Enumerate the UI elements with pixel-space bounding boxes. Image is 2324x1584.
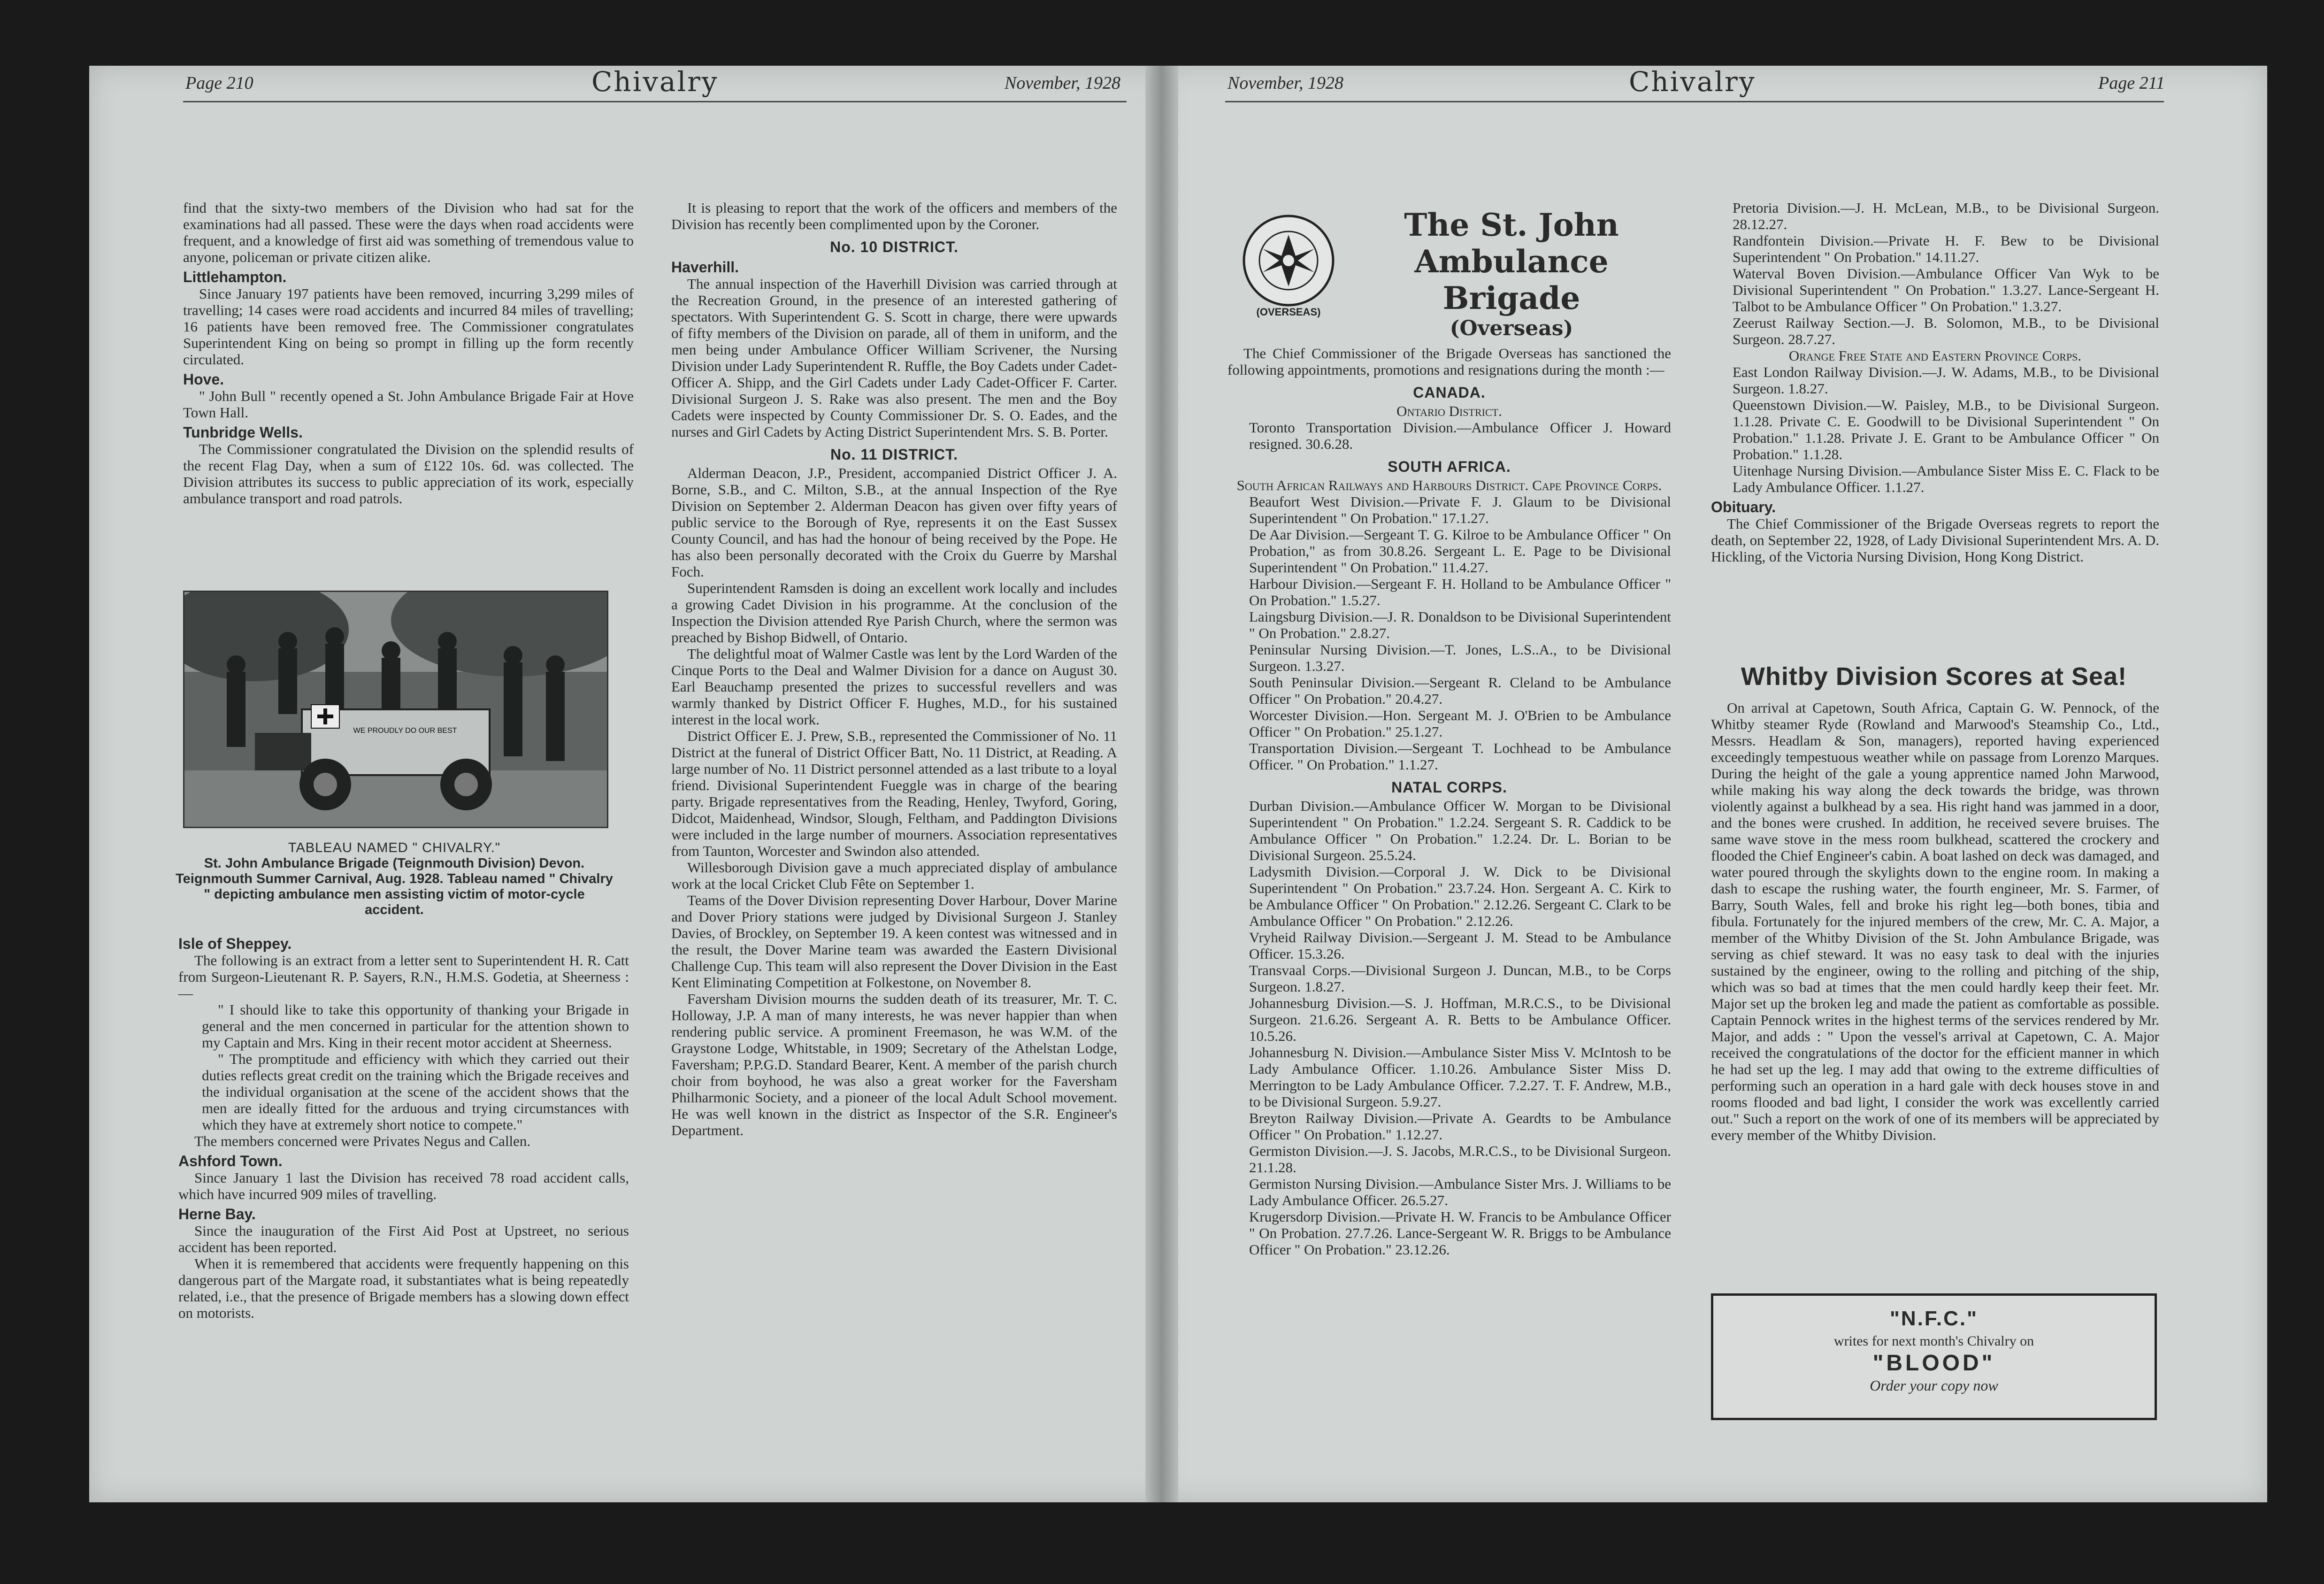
heading-haverhill: Haverhill. bbox=[671, 259, 739, 276]
paragraph-haverhill: The annual inspection of the Haverhill Division was carried through at the Recreation Ground, in the presence of an interested gathering of spectators. With Superintendent G. S. Scott in charge, there were upwards of fifty members of the Division on parade, all of them in uniform, and the men being under Ambulance Officer William Scrivener, the Nursing Division under Lady Superintendent R. Ruffle, the Boy Cadets under Cadet-Officer A. Shipp, and the Girl Cadets under Lady Cadet-Officer F. Carter. Divisional Surgeon J. S. Rake was also present. The men and the Boy Cadets were inspected by County Commissioner Dr. S. O. Eades, and the nurses and Girl Cadets by Acting District Superintendent Mrs. S. B. Porter. bbox=[671, 276, 1117, 440]
paragraph-obituary: The Chief Commissioner of the Brigade Overseas regrets to report the death, on September 22, 1928, of Lady Divisional Superintendent Mrs. A. D. Hickling, of the Victoria Nursing Division, Hong Kong District. bbox=[1711, 515, 2159, 565]
title-overseas: (Overseas) bbox=[1450, 316, 1573, 340]
entry-pretoria: Pretoria Division.—J. H. McLean, M.B., to be Divisional Surgeon. 28.12.27. bbox=[1733, 200, 2159, 232]
paragraph-sheppey-2: " I should like to take this opportunity of thanking your Brigade in general and the men concerned in particular for the attention shown to my Captain and Mrs. King in their recent motor accident at Sheerness. bbox=[202, 1001, 629, 1051]
subheading-sa-railways: South African Railways and Harbours District. Cape Province Corps. bbox=[1236, 477, 1662, 493]
entry-vryheid: Vryheid Railway Division.—Sergeant J. M. Stead to be Ambulance Officer. 15.3.26. bbox=[1249, 929, 1671, 962]
paragraph-hove: " John Bull " recently opened a St. John Ambulance Brigade Fair at Hove Town Hall. bbox=[183, 388, 634, 421]
page-number-right: Page 211 bbox=[2098, 73, 2165, 93]
issue-date-right: November, 1928 bbox=[1227, 73, 1343, 93]
paragraph-no11-6: Teams of the Dover Division representing Dover Harbour, Dover Marine and Dover Priory stations were judged by Divisional Surgeon J. Stanley Davies, of Brockley, on September 19. A keen contest was witnessed and in the result, the Dover Marine team was awarded the Eastern Divisional Challenge Cup. This team will also represent the Dover Division in the East Kent Eliminating Competition at Folkestone, on November 8. bbox=[671, 892, 1117, 991]
entry-durban: Durban Division.—Ambulance Officer W. Morgan to be Divisional Superintendent " On Probation." 1.2.24. Sergeant S. R. Caddick to be Ambulance Officer " On Probation." 1.2.24. Dr. L. Borian to be Divisional Surgeon. 25.5.24. bbox=[1249, 798, 1671, 863]
entry-east-london: East London Railway Division.—J. W. Adams, M.B., to be Divisional Surgeon. 1.8.27. bbox=[1733, 364, 2159, 397]
nfc-order-note: Order your copy now bbox=[1870, 1377, 1998, 1394]
entry-germiston: Germiston Division.—J. S. Jacobs, M.R.C.S., to be Divisional Surgeon. 21.1.28. bbox=[1249, 1143, 1671, 1176]
photo-banner-text: WE PROUDLY DO OUR BEST bbox=[353, 727, 457, 735]
entry-transvaal: Transvaal Corps.—Divisional Surgeon J. Duncan, M.B., to be Corps Surgeon. 1.8.27. bbox=[1249, 962, 1671, 995]
paragraph-herne-2: When it is remembered that accidents were frequently happening on this dangerous part of the Margate road, it substantiates what is being repeatedly related, i.e., that the presence of Brigade members has a slowing down effect on motorists. bbox=[178, 1255, 629, 1321]
header-rule-right bbox=[1225, 101, 2164, 102]
entry-transportation: Transportation Division.—Sergeant T. Lochhead to be Ambulance Officer. " On Probation." 1.1.27. bbox=[1249, 740, 1671, 773]
header-rule-left bbox=[183, 101, 1127, 102]
heading-natal-corps: NATAL CORPS. bbox=[1391, 779, 1507, 796]
heading-no11-district: No. 11 DISTRICT. bbox=[830, 446, 959, 463]
nfc-line: writes for next month's Chivalry on bbox=[1833, 1333, 2034, 1349]
masthead-right: Chivalry bbox=[1629, 66, 1756, 98]
subheading-orange-free-state: Orange Free State and Eastern Province Corps. bbox=[1788, 347, 2082, 364]
caption-body: St. John Ambulance Brigade (Teignmouth Division) Devon. Teignmouth Summer Carnival, Aug. 1928. Tableau named " Chivalry " depicting ambulance men assisting victim of motor-cycle accident. bbox=[176, 856, 613, 917]
subheading-ontario: Ontario District. bbox=[1396, 403, 1502, 419]
entry-beaufort-west: Beaufort West Division.—Private F. J. Glaum to be Divisional Superintendent " On Probation." 17.1.27. bbox=[1249, 493, 1671, 526]
paragraph-littlehampton: Since January 197 patients have been removed, incurring 3,299 miles of travelling; 14 cases were road accidents and incurred 84 miles of travelling; 16 patients have been removed free. The Commissioner congratulates Superintendent King on being so prompt in filling up the form recently circulated. bbox=[183, 285, 634, 368]
whitby-headline: Whitby Division Scores at Sea! bbox=[1741, 662, 2127, 691]
entry-waterval-boven: Waterval Boven Division.—Ambulance Officer Van Wyk to be Divisional Superintendent " On Probation." 1.3.27. Lance-Sergeant H. Talbot to be Ambulance Officer " On Probation." 1.3.27. bbox=[1733, 265, 2159, 315]
heading-ashford: Ashford Town. bbox=[178, 1153, 283, 1169]
caption-title: TABLEAU NAMED " CHIVALRY." bbox=[288, 840, 501, 855]
paragraph-sheppey-4: The members concerned were Privates Negus and Callen. bbox=[194, 1133, 531, 1149]
title-ambulance-brigade: Ambulance Brigade bbox=[1414, 243, 1609, 316]
entry-uitenhage: Uitenhage Nursing Division.—Ambulance Sister Miss E. C. Flack to be Lady Ambulance Officer. 1.1.27. bbox=[1733, 462, 2159, 495]
tableau-photo-image bbox=[184, 592, 607, 827]
entry-harbour: Harbour Division.—Sergeant F. H. Holland to be Ambulance Officer " On Probation." 1.5.27. bbox=[1249, 576, 1671, 608]
article-intro: find that the sixty-two members of the Division who had sat for the examinations had all passed. These were the days when road accidents were frequent, and a knowledge of first aid was something of tremendous value to anyone, policeman or private citizen alike. bbox=[183, 200, 634, 265]
nfc-topic: "BLOOD" bbox=[1872, 1351, 1995, 1376]
nfc-advert-box bbox=[1711, 1293, 2157, 1420]
paragraph-sheppey-1: The following is an extract from a letter sent to Superintendent H. R. Catt from Surgeon-Lieutenant R. P. Sayers, R.N., H.M.S. Godetia, at Sheerness :— bbox=[178, 952, 629, 1001]
paragraph-no11-3: The delightful moat of Walmer Castle was lent by the Lord Warden of the Cinque Ports to the Deal and Walmer Division for a dance on August 30. Earl Beauchamp presented the prizes to successful revellers and was warmly thanked by District Officer F. Hughes, M.D., for his sustained interest in the local work. bbox=[671, 646, 1117, 728]
paragraph-whitby: On arrival at Capetown, South Africa, Captain G. W. Pennock, of the Whitby steamer Ryde (Rowland and Marwood's Steamship Co., Ltd., Messrs. Headlam & Son, managers), reported having experienced exceedingly tempestuous weather while on passage from Lorenzo Marques. During the height of the gale a young apprentice named John Marwood, while making his way along the deck towards the bridge, was thrown violently against a bulkhead by a sea. His right hand was jammed in a door, and the bones were crushed. In addition, he received severe bruises. The same wave stove in the mess room bulkhead, scattered the crockery and flooded the Chief Engineer's cabin. A boat lashed on deck was damaged, and water poured through the skylights down to the engine room. In making a dash to escape the rushing water, the fourth engineer, Mr. S. Farmer, of Barry, South Wales, fell and broke his right leg—both bones, tibia and fibula. Fortunately for the injured members of the crew, Mr. C. A. Major, a member of the Whitby Division of the St. John Ambulance Brigade, was serving as chief steward. It was no easy task to deal with the injuries sustained by the engineer, owing to the rolling and pitching of the ship, which was so bad at times that the men could hardly keep their feet. Mr. Major set up the broken leg and made the patient as comfortable as possible. Captain Pennock writes in the highest terms of the services rendered by Mr. Major, and adds : " Upon the vessel's arrival at Capetown, C. A. Major received the congratulations of the doctor for the efficient manner in which he had set up the leg. I may add that owing to the extreme difficulties of performing such an operation in a hard gale with deck houses stove in and rooms flooded and bad light, I consider the work was excellently carried out." Such a report on the work of one of its members will be appreciated by every member of the Whitby Division. bbox=[1711, 700, 2159, 1143]
entry-breyton: Breyton Railway Division.—Private A. Geardts to be Ambulance Officer " On Probation." 1.12.27. bbox=[1249, 1110, 1671, 1143]
entry-zeerust: Zeerust Railway Section.—J. B. Solomon, M.B., to be Divisional Surgeon. 28.7.27. bbox=[1733, 315, 2159, 347]
heading-canada: CANADA. bbox=[1413, 384, 1486, 401]
heading-herne-bay: Herne Bay. bbox=[178, 1206, 256, 1223]
entry-south-peninsular: South Peninsular Division.—Sergeant R. Cleland to be Ambulance Officer " On Probation." 20.4.27. bbox=[1249, 674, 1671, 707]
entry-ladysmith: Ladysmith Division.—Corporal J. W. Dick to be Divisional Superintendent " On Probation." 23.7.24. Hon. Sergeant A. C. Kirk to be Ambulance Officer " On Probation." 2.12.26. Sergeant C. Clark to be Ambulance Officer " On Probation." 2.12.26. bbox=[1249, 863, 1671, 929]
left-column-1 bbox=[183, 200, 634, 507]
heading-obituary: Obituary. bbox=[1711, 499, 1776, 515]
heading-hove: Hove. bbox=[183, 371, 224, 388]
entry-germiston-nursing: Germiston Nursing Division.—Ambulance Sister Mrs. J. Williams to be Lady Ambulance Officer. 26.5.27. bbox=[1249, 1176, 1671, 1208]
right-column-1 bbox=[1227, 345, 1671, 1258]
heading-sheppey: Isle of Sheppey. bbox=[178, 935, 292, 952]
nfc-title: "N.F.C." bbox=[1890, 1307, 1978, 1330]
entry-peninsular-nursing: Peninsular Nursing Division.—T. Jones, L.S..A., to be Divisional Surgeon. 1.3.27. bbox=[1249, 641, 1671, 674]
paragraph-no11-4: District Officer E. J. Prew, S.B., represented the Commissioner of No. 11 District at the funeral of District Officer Batt, No. 11 District, at Reading. A large number of No. 11 District personnel attended as a last tribute to a loyal friend. Divisional Superintendent Fueggle was in charge of the bearing party. Brigade representatives from the Reading, Henley, Twyford, Goring, Didcot, Maidenhead, Windsor, Slough, Feltham, and Paddington Divisions were included in the large number of mourners. Association representatives from Taunton, Worcester and Swindon also attended. bbox=[671, 728, 1117, 859]
paragraph-no11-2: Superintendent Ramsden is doing an excellent work locally and includes a growing Cadet Division in his programme. At the conclusion of the Inspection the Division attended Rye Parish Church, where the sermon was preached by Bishop Bidwell, of Ontario. bbox=[671, 580, 1117, 646]
right-column-2 bbox=[1711, 200, 2159, 565]
paragraph-no11-1: Alderman Deacon, J.P., President, accompanied District Officer J. A. Borne, S.B., and C. Milton, S.B., at the annual Inspection of the Rye Division on September 2. Alderman Deacon has given over fifty years of public service to the Borough of Rye, represents it on the East Sussex County Council, and has had the honour of being received by the Pope. He has also been personally decorated with the Croix du Guerre by Marshal Foch. bbox=[671, 465, 1117, 580]
tableau-photo bbox=[183, 591, 608, 828]
entry-toronto: Toronto Transportation Division.—Ambulance Officer J. Howard resigned. 30.6.28. bbox=[1249, 419, 1671, 452]
entry-krugersdorp: Krugersdorp Division.—Private H. W. Francis to be Ambulance Officer " On Probation. 27.7.26. Lance-Sergeant W. R. Briggs to be Ambulance Officer " On Probation." 23.12.26. bbox=[1249, 1208, 1671, 1258]
masthead-left: Chivalry bbox=[591, 66, 719, 98]
title-st-john: The St. John bbox=[1404, 207, 1619, 243]
paragraph-tunbridge: The Commissioner congratulated the Division on the splendid results of the recent Flag Day, when a sum of £122 10s. 6d. was collected. The Division attributes its success to public appreciation of its work, especially ambulance transport and road patrols. bbox=[183, 441, 634, 507]
st-john-badge bbox=[1235, 211, 1342, 319]
photo-caption bbox=[174, 840, 615, 918]
paragraph-herne-1: Since the inauguration of the First Aid Post at Upstreet, no serious accident has been reported. bbox=[178, 1223, 629, 1255]
badge-label: (OVERSEAS) bbox=[1256, 306, 1321, 318]
left-column-2 bbox=[671, 200, 1117, 1138]
entry-queenstown: Queenstown Division.—W. Paisley, M.B., to be Divisional Surgeon. 1.1.28. Private C. E. Goodwill to be Divisional Superintendent " On Probation." 1.1.28. Private J. E. Grant to be Ambulance Officer " On Probation." 1.1.28. bbox=[1733, 397, 2159, 462]
left-column-1-lower bbox=[178, 932, 629, 1321]
whitby-article bbox=[1711, 700, 2159, 1143]
page-gutter bbox=[1145, 66, 1178, 1502]
entry-randfontein: Randfontein Division.—Private H. F. Bew to be Divisional Superintendent " On Probation." 14.11.27. bbox=[1733, 232, 2159, 265]
entry-de-aar: De Aar Division.—Sergeant T. G. Kilroe to be Ambulance Officer " On Probation," as from 30.8.26. Sergeant L. E. Page to be Divisional Superintendent " On Probation." 11.4.27. bbox=[1249, 526, 1671, 576]
paragraph-no11-7: Faversham Division mourns the sudden death of its treasurer, Mr. T. C. Holloway, J.P. A man of many interests, he was never happier than when rendering public service. A prominent Freemason, he was W.M. of the Graystone Lodge, Whitstable, in 1909; Secretary of the Athelstan Lodge, Faversham; P.P.G.D. Standard Bearer, Kent. A member of the parish church choir from boyhood, he was also a great worker for the Faversham Philharmonic Society, and a pioneer of the local Adult School movement. He was well known in the district as Inspector of the S.R. Engineer's Department. bbox=[671, 991, 1117, 1138]
entry-laingsburg: Laingsburg Division.—J. R. Donaldson to be Divisional Superintendent " On Probation." 2.8.27. bbox=[1249, 608, 1671, 641]
st-john-cross-icon bbox=[1235, 211, 1342, 319]
entry-worcester: Worcester Division.—Hon. Sergeant M. J. O'Brien to be Ambulance Officer " On Probation." 25.1.27. bbox=[1249, 707, 1671, 740]
st-john-title-block bbox=[1361, 207, 1662, 340]
heading-littlehampton: Littlehampton. bbox=[183, 269, 287, 285]
paragraph-sheppey-3: " The promptitude and efficiency with which they carried out their duties reflects great credit on the training which the Brigade receives and the individual organisation at the scene of the accident shows that the men are ideally fitted for the arduous and trying circumstances with which they have at extremely short notice to compete." bbox=[202, 1051, 629, 1133]
heading-south-africa: SOUTH AFRICA. bbox=[1388, 458, 1511, 475]
issue-date-left: November, 1928 bbox=[1005, 73, 1120, 93]
entry-johannesburg-n: Johannesburg N. Division.—Ambulance Sister Miss V. McIntosh to be Lady Ambulance Officer. 1.10.26. Ambulance Sister Miss D. Merrington to be Lady Ambulance Officer. 7.2.27. T. F. Andrew, M.B., to be Divisional Surgeon. 5.9.27. bbox=[1249, 1044, 1671, 1110]
paragraph-coroner: It is pleasing to report that the work of the officers and members of the Division has recently been complimented upon by the Coroner. bbox=[671, 200, 1117, 232]
paragraph-ashford: Since January 1 last the Division has received 78 road accident calls, which have incurred 909 miles of travelling. bbox=[178, 1169, 629, 1202]
heading-tunbridge: Tunbridge Wells. bbox=[183, 424, 303, 441]
heading-no10-district: No. 10 DISTRICT. bbox=[830, 238, 959, 255]
paragraph-no11-5: Willesborough Division gave a much appreciated display of ambulance work at the local Cricket Club Fête on September 1. bbox=[671, 859, 1117, 892]
paragraph-overseas-intro: The Chief Commissioner of the Brigade Overseas has sanctioned the following appointments, promotions and resignations during the month :— bbox=[1227, 345, 1671, 378]
page-number-left: Page 210 bbox=[185, 73, 253, 93]
entry-johannesburg: Johannesburg Division.—S. J. Hoffman, M.R.C.S., to be Divisional Surgeon. 21.6.26. Sergeant A. R. Betts to be Ambulance Officer. 10.5.26. bbox=[1249, 995, 1671, 1044]
